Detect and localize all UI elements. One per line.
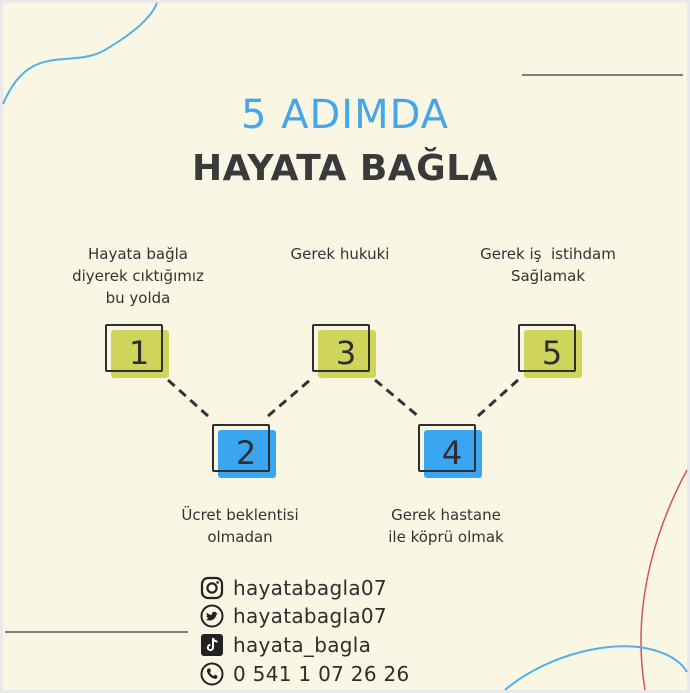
step-4-text: Gerek hastane ile köprü olmak <box>388 506 504 546</box>
title-top: 5 ADIMDA <box>240 92 450 138</box>
step-1-box <box>105 324 167 376</box>
contact-instagram[interactable] <box>200 575 387 601</box>
step-2-box <box>212 424 274 476</box>
step-3-number: 3 <box>335 334 357 372</box>
blue-curve-top-left <box>3 3 157 104</box>
tiktok-handle: hayata_bagla <box>233 633 372 657</box>
connector-3-4 <box>375 380 418 416</box>
step-4-box <box>418 424 480 476</box>
step-2-text: Ücret beklentisi olmadan <box>181 506 299 546</box>
phone-icon <box>200 662 224 686</box>
twitter-handle: hayatabagla07 <box>233 604 387 628</box>
step-3-text: Gerek hukuki <box>290 245 390 263</box>
contact-twitter[interactable] <box>200 603 387 629</box>
connector-2-3 <box>268 380 310 416</box>
step-1-text: Hayata bağla diyerek cıktığımız bu yolda <box>72 245 204 307</box>
title-main: HAYATA BAĞLA <box>191 148 499 189</box>
blue-curve-bottom-right <box>505 646 687 690</box>
connector-4-5 <box>478 380 518 416</box>
step-5-text: Gerek iş istihdam Sağlamak <box>480 245 616 285</box>
step-5-number: 5 <box>541 334 563 372</box>
phone-number: 0 541 1 07 26 26 <box>233 662 410 686</box>
connector-1-2 <box>168 380 208 416</box>
step-3-box <box>312 324 374 376</box>
contact-tiktok[interactable] <box>200 632 371 658</box>
twitter-icon <box>200 604 224 628</box>
instagram-icon <box>200 576 224 600</box>
step-4-number: 4 <box>441 434 463 472</box>
step-5-box <box>518 324 580 376</box>
tiktok-icon <box>200 633 224 657</box>
step-1-number: 1 <box>128 334 150 372</box>
instagram-handle: hayatabagla07 <box>233 576 387 600</box>
red-curve-right <box>641 470 687 690</box>
step-2-number: 2 <box>235 434 257 472</box>
contact-phone[interactable] <box>200 661 410 687</box>
